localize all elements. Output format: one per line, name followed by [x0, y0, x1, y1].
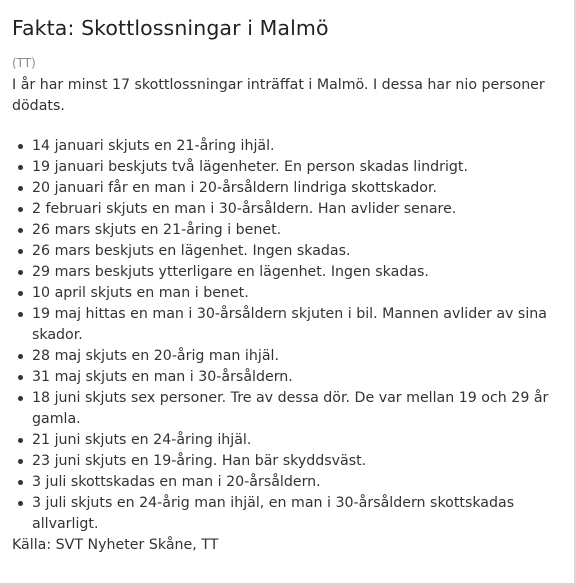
list-item [12, 430, 568, 451]
list-item [12, 493, 568, 535]
event-text: 2 februari skjuts en man i 30-årsåldern. Han avlider senare. [32, 201, 457, 217]
list-item [12, 367, 568, 388]
bullet-icon [18, 291, 23, 296]
list-item [12, 346, 568, 367]
list-item [12, 199, 568, 220]
bullet-icon [18, 438, 23, 443]
list-item [12, 472, 568, 493]
list-item [12, 283, 568, 304]
event-text: 21 juni skjuts en 24-åring ihjäl. [32, 432, 252, 448]
bullet-icon [18, 354, 23, 359]
event-text: 3 juli skjuts en 24-årig man ihjäl, en man i 30-årsåldern skottskadas allvarligt. [32, 495, 515, 532]
bullet-icon [18, 375, 23, 380]
event-text: 20 januari får en man i 20-årsåldern lindriga skottskador. [32, 180, 437, 196]
list-item [12, 136, 568, 157]
event-text: 18 juni skjuts sex personer. Tre av dessa dör. De var mellan 19 och 29 år gamla. [32, 390, 549, 427]
event-text: 14 januari skjuts en 21-åring ihjäl. [32, 138, 275, 154]
event-text: 28 maj skjuts en 20-årig man ihjäl. [32, 348, 279, 364]
bullet-icon [18, 480, 23, 485]
bullet-icon [18, 459, 23, 464]
fact-title: Fakta: Skottlossningar i Malmö [12, 16, 329, 40]
list-item [12, 304, 568, 346]
intro-text: I år har minst 17 skottlossningar inträffat i Malmö. I dessa har nio personer dödats. [12, 77, 545, 114]
list-item [12, 451, 568, 472]
event-text: 19 maj hittas en man i 30-årsåldern skjuten i bil. Mannen avlider av sina skador. [32, 306, 547, 343]
source-credit: Källa: SVT Nyheter Skåne, TT [12, 537, 219, 553]
bullet-icon [18, 186, 23, 191]
fact-box-content [12, 14, 568, 555]
events-list [12, 136, 568, 535]
bullet-icon [18, 144, 23, 149]
list-item [12, 241, 568, 262]
event-text: 29 mars beskjuts ytterligare en lägenhet. Ingen skadas. [32, 264, 429, 280]
event-text: 31 maj skjuts en man i 30-årsåldern. [32, 369, 293, 385]
bullet-icon [18, 270, 23, 275]
list-item [12, 220, 568, 241]
list-item [12, 178, 568, 199]
event-text: 26 mars skjuts en 21-åring i benet. [32, 222, 282, 238]
bullet-icon [18, 396, 23, 401]
list-item [12, 157, 568, 178]
bullet-icon [18, 249, 23, 254]
event-text: 10 april skjuts en man i benet. [32, 285, 249, 301]
event-text: 19 januari beskjuts två lägenheter. En person skadas lindrigt. [32, 159, 468, 175]
bullet-icon [18, 165, 23, 170]
bullet-icon [18, 501, 23, 506]
event-text: 26 mars beskjuts en lägenhet. Ingen skadas. [32, 243, 351, 259]
event-text: 23 juni skjuts en 19-åring. Han bär skyddsväst. [32, 453, 367, 469]
bullet-icon [18, 312, 23, 317]
event-text: 3 juli skottskadas en man i 20-årsåldern. [32, 474, 321, 490]
bullet-icon [18, 207, 23, 212]
source-tag: (TT) [12, 56, 36, 70]
list-item [12, 388, 568, 430]
list-item [12, 262, 568, 283]
bullet-icon [18, 228, 23, 233]
